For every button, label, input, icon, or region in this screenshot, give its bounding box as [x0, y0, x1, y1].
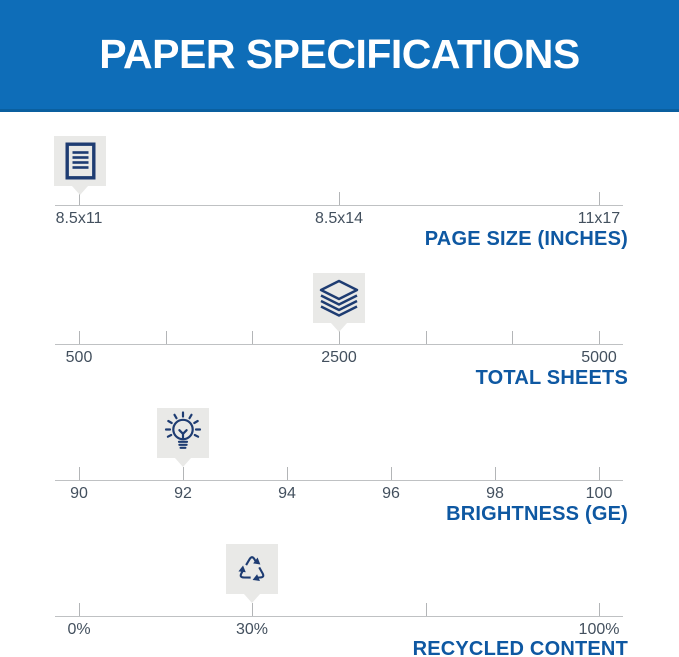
scale-tick [599, 331, 600, 344]
tick-label: 2500 [321, 349, 357, 366]
scale-line [55, 480, 623, 481]
scale-title-brightness: BRIGHTNESS (GE) [446, 503, 628, 525]
tick-label: 500 [65, 349, 93, 366]
scale-tick [339, 192, 340, 205]
scale-tick [391, 467, 392, 480]
tick-label: 100% [578, 621, 620, 638]
tick-label: 8.5x14 [314, 210, 364, 227]
tick-label: 96 [382, 485, 400, 502]
recycle-icon [233, 551, 271, 588]
tick-label: 30% [235, 621, 269, 638]
scale-line [55, 616, 623, 617]
scale-tick [79, 331, 80, 344]
tick-label: 90 [70, 485, 88, 502]
document-page-icon [65, 142, 96, 180]
marker-pointer [72, 186, 88, 195]
scale-tick [599, 603, 600, 616]
page-title: PAPER SPECIFICATIONS [99, 31, 580, 77]
scale-tick [495, 467, 496, 480]
scale-tick [79, 467, 80, 480]
scale-tick [339, 331, 340, 344]
scale-tick [183, 467, 184, 480]
scale-tick [79, 192, 80, 205]
tick-label: 92 [174, 485, 192, 502]
sheets-stack-icon [319, 279, 359, 317]
tick-label: 8.5x11 [55, 210, 103, 227]
value-marker-recycled-content [226, 544, 278, 594]
scale-line [55, 205, 623, 206]
scale-tick [599, 192, 600, 205]
scale-tick [252, 603, 253, 616]
tick-label: 94 [278, 485, 296, 502]
tick-label: 100 [585, 485, 613, 502]
tick-label: 0% [67, 621, 91, 638]
scale-tick [252, 331, 253, 344]
scale-tick [166, 331, 167, 344]
scale-title-recycled-content: RECYCLED CONTENT [412, 638, 628, 657]
value-marker-page-size [54, 136, 106, 186]
lightbulb-icon [162, 411, 204, 455]
scale-tick [287, 467, 288, 480]
scale-title-total-sheets: TOTAL SHEETS [475, 367, 628, 389]
tick-label: 11x17 [577, 210, 621, 227]
value-marker-brightness [157, 408, 209, 458]
marker-pointer [331, 323, 347, 332]
scale-tick [426, 603, 427, 616]
scale-tick [426, 331, 427, 344]
tick-label: 5000 [581, 349, 617, 366]
marker-pointer [244, 594, 260, 603]
scale-tick [79, 603, 80, 616]
marker-pointer [175, 458, 191, 467]
scale-title-page-size: PAGE SIZE (INCHES) [424, 228, 628, 250]
value-marker-total-sheets [313, 273, 365, 323]
tick-label: 98 [486, 485, 504, 502]
scale-tick [512, 331, 513, 344]
scale-tick [599, 467, 600, 480]
scale-line [55, 344, 623, 345]
